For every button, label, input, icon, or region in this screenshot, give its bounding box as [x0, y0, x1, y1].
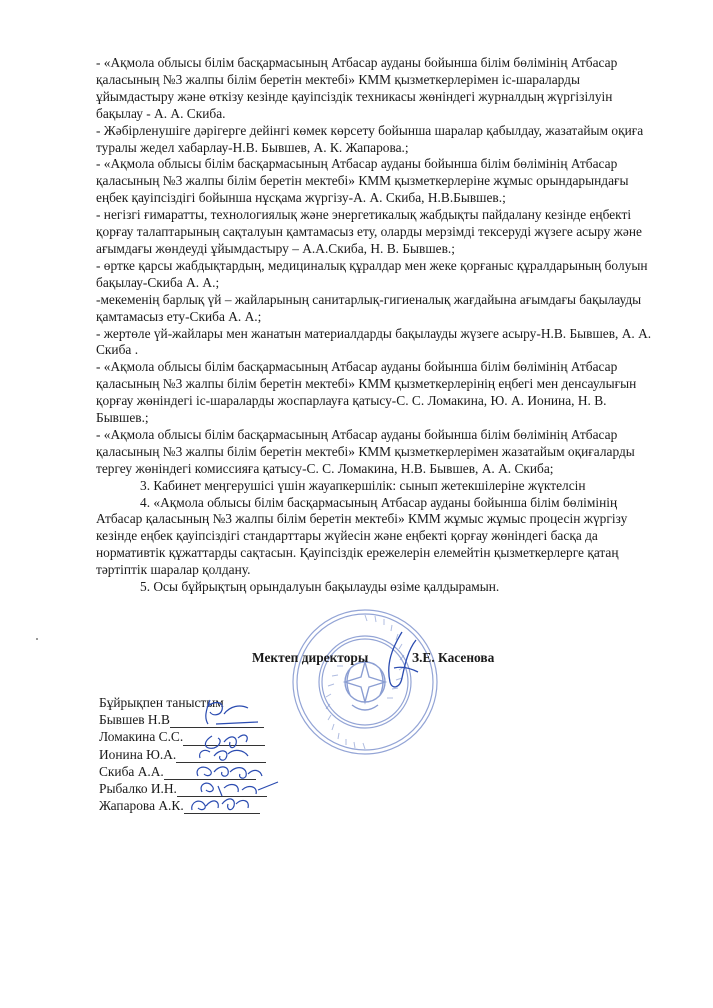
- staff-signatures-mark: [188, 686, 308, 821]
- acknowledgement-title: Бұйрықпен таныстым: [99, 695, 224, 710]
- director-name: З.Е. Касенова: [412, 650, 495, 665]
- director-title: Мектеп директоры: [252, 650, 369, 665]
- paragraph-item: - өртке қарсы жабдықтардың, медициналық құралдар мен жеке қорғаныс құралдарының болуын бақылау-Скиба А. А.;: [96, 257, 648, 290]
- paragraph-item: - «Ақмола облысы білім басқармасының Атбасар ауданы бойынша білім бөлімінің Атбасар қаласының №3 жалпы білім беретін мектебі» КММ қызметкерлерінің еңбегі мен денсаулығын қорғау жөніндегі іс-шараларды жоспарлауға қатысу-С. С. Ломакина, Ю. А. Ионина, Н. В. Бывшев.;: [96, 359, 637, 426]
- paragraph-item: - негізгі ғимаратты, технологиялық және энергетикалық жабдықты пайдалану кезінде еңбекті қорғау талаптарының сақталуын қамтамасыз ету, оларды мерзімді тексеруді жүзеге асыру және ағымдағы жөндеуді ұйымдастыру – А.А.Скиба, Н. В. Бывшев.;: [96, 207, 642, 256]
- person-name: Ломакина С.С.: [99, 729, 184, 745]
- order-item-3: 3. Кабинет меңгерушісі үшін жауапкершілік: сынып жетекшілеріне жүктелсін: [140, 477, 586, 493]
- person-name: Ионина Ю.А.: [99, 746, 177, 762]
- person-name: Рыбалко И.Н.: [99, 781, 177, 797]
- paragraph-item: - «Ақмола облысы білім басқармасының Атбасар ауданы бойынша білім бөлімінің Атбасар қаласының №3 жалпы білім беретін мектебі» КММ қызметкерлеріне жұмыс орындарындағы еңбек қауіпсіздігі бойынша нұсқама жүргізу-А. А. Скиба, Н.В.Бывшев.;: [96, 156, 629, 206]
- paragraph-item: - жертөле үй-жайлары мен жанатын материалдарды бақылауды жүзеге асыру-Н.В. Бывшев, А. А. Скиба .: [96, 325, 652, 358]
- order-item-5: 5. Осы бұйрықтың орындалуын бақылауды өзіме қалдырамын.: [140, 579, 500, 595]
- paragraph-item: - «Ақмола облысы білім басқармасының Атбасар ауданы бойынша білім бөлімінің Атбасар қаласының №3 жалпы білім беретін мектебі» КММ қызметкерлерімен іс-шараларды ұйымдастыру және өткізу кезінде қауіпсіздік техникасы жөніндегі журналдың жүргізілуін бақылау - А. А. Скиба.: [96, 55, 618, 121]
- order-body: [96, 55, 656, 596]
- scan-speck: [36, 638, 38, 640]
- order-item-4: 4. «Ақмола облысы білім басқармасының Атбасар ауданы бойынша білім бөлімінің Атбасар қаласының №3 жалпы білім беретін мектебі» КММ жұмыс жұмыс процесін жүргізу кезінде еңбек қауіпсіздігі стандарттары жүйесін және еңбекті қорғау жөніндегі басқа да нормативтік құжаттарды сақтасын. Қауіпсіздік ережелерін елемейтін қызметкерлерге қатаң тәртіптік шаралар қолдану.: [96, 494, 628, 578]
- person-name: Жапарова А.К.: [99, 798, 184, 814]
- person-name: Бывшев Н.В: [99, 712, 170, 728]
- paragraph-item: - Жәбірленушіге дәрігерге дейінгі көмек көрсету бойынша шаралар қабылдау, жазатайым оқиға туралы жедел хабарлау-Н.В. Бывшев, А. К. Жапарова.;: [96, 122, 644, 155]
- director-signature-mark: [372, 628, 432, 698]
- paragraph-item: -мекеменің барлық үй – жайларының санитарлық-гигиеналық жағдайына ағымдағы бақылауды қамтамасыз ету-Скиба А. А.;: [96, 291, 642, 324]
- person-name: Скиба А.А.: [99, 763, 164, 779]
- paragraph-item: - «Ақмола облысы білім басқармасының Атбасар ауданы бойынша білім бөлімінің Атбасар қаласының №3 жалпы білім беретін мектебі» КММ қызметкерлерімен жазатайым оқиғаларды тергеу жөніндегі комиссияға қатысу-С. С. Ломакина, Н.В. Бывшев, А. А. Скиба;: [96, 426, 635, 476]
